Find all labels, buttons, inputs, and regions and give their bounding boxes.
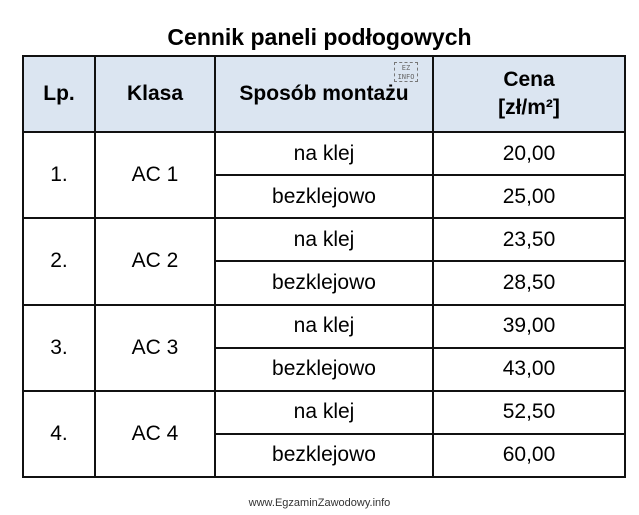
column-header-sposob-label: Sposób montażu <box>239 82 409 105</box>
price-table <box>22 55 626 478</box>
cell-price: 25,00 <box>433 175 625 218</box>
cell-price: 23,50 <box>433 218 625 261</box>
cell-method: na klej <box>215 132 433 175</box>
page-title: Cennik paneli podłogowych <box>167 24 472 50</box>
cell-price: 28,50 <box>433 261 625 304</box>
stamp-line-2: INFO <box>397 73 415 81</box>
column-header-cena <box>433 56 625 132</box>
cell-lp: 3. <box>23 305 95 391</box>
table-row <box>23 218 625 261</box>
cell-lp: 4. <box>23 391 95 477</box>
table-row <box>23 132 625 175</box>
cell-klasa: AC 2 <box>95 218 215 304</box>
cell-method: na klej <box>215 218 433 261</box>
table-header-row <box>23 56 625 132</box>
column-header-sposob <box>215 56 433 132</box>
cell-price: 43,00 <box>433 348 625 391</box>
cell-method: bezklejowo <box>215 434 433 477</box>
cell-klasa: AC 3 <box>95 305 215 391</box>
cell-lp: 2. <box>23 218 95 304</box>
cell-method: bezklejowo <box>215 261 433 304</box>
cell-price: 60,00 <box>433 434 625 477</box>
cell-price: 20,00 <box>433 132 625 175</box>
column-header-lp: Lp. <box>23 56 95 132</box>
column-header-cena-label: Cena <box>503 68 555 91</box>
cell-lp: 1. <box>23 132 95 218</box>
cell-method: bezklejowo <box>215 348 433 391</box>
cell-klasa: AC 1 <box>95 132 215 218</box>
column-header-klasa: Klasa <box>95 56 215 132</box>
cell-method: na klej <box>215 305 433 348</box>
footer-url: www.EgzaminZawodowy.info <box>248 497 391 509</box>
table-row <box>23 305 625 348</box>
column-header-cena-unit: [zł/m²] <box>498 96 560 119</box>
cell-price: 52,50 <box>433 391 625 434</box>
cell-method: na klej <box>215 391 433 434</box>
table-row <box>23 391 625 434</box>
stamp-line-1: EZ <box>401 64 411 72</box>
cell-method: bezklejowo <box>215 175 433 218</box>
cell-price: 39,00 <box>433 305 625 348</box>
cell-klasa: AC 4 <box>95 391 215 477</box>
watermark-stamp <box>394 62 418 82</box>
